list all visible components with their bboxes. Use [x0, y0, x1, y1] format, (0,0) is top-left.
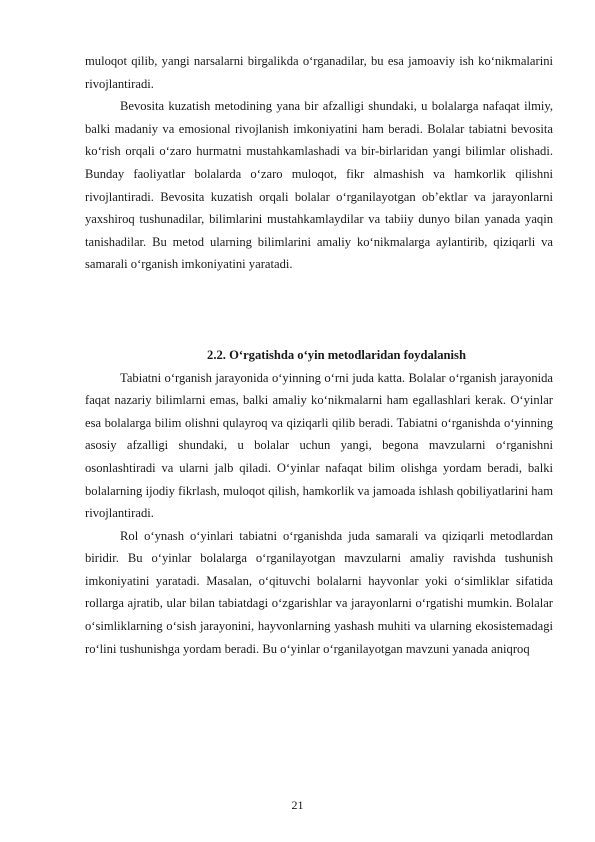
- paragraph-play-methods: Tabiatni o‘rganish jarayonida o‘yinning o‘rni juda katta. Bolalar o‘rganish jarayonida faqat nazariy bilimlarni emas, balki amaliy ko‘nikmalarni ham egallashlari kerak. O‘yinlar esa bolalarga bilim olishni qulayroq va qiziqarli qilib beradi. Tabiatni o‘rganishda o‘yinning asosiy afzalligi shundaki, u bolalar uchun yangi, begona mavzularni o‘rganishni osonlashtiradi va ularni jalb qiladi. O‘yinlar nafaqat bilim olishga yordam beradi, balki bolalarning ijodiy fikrlash, muloqot qilish, hamkorlik va jamoada ishlash qobiliyatlarini ham rivojlantiradi.: [85, 370, 553, 521]
- document-page: [85, 50, 553, 660]
- section-spacer: [85, 276, 553, 344]
- paragraph-continuation: muloqot qilib, yangi narsalarni birgalikda o‘rganadilar, bu esa jamoaviy ish ko‘nikmalarini rivojlantiradi.: [85, 54, 553, 91]
- paragraph-direct-observation: Bevosita kuzatish metodining yana bir afzalligi shundaki, u bolalarga nafaqat ilmiy, balki madaniy va emosional rivojlanish imkoniyatini ham beradi. Bolalar tabiatni bevosita ko‘rish orqali o‘zaro hurmatni mustahkamlashadi va bir-birlaridan yangi bilimlar olishadi. Bunday faoliyatlar bolalarda o‘zaro muloqot, fikr almashish va hamkorlik qilishni rivojlantiradi. Bevosita kuzatish orqali bolalar o‘rganilayotgan ob’ektlar va jarayonlarni yaxshiroq tushunadilar, bilimlarini mustahkamlaydilar va tabiiy dunyo bilan yanada yaqin tanishadilar. Bu metod ularning bilimlarini amaliy ko‘nikmalarga aylantirib, qiziqarli va samarali o‘rganish imkoniyatini yaratadi.: [85, 99, 553, 272]
- page-number: 21: [291, 798, 304, 812]
- paragraph-role-play: Rol o‘ynash o‘yinlari tabiatni o‘rganishda juda samarali va qiziqarli metodlardan biridir. Bu o‘yinlar bolalarga o‘rganilayotgan mavzularni amaliy ravishda tushunish imkoniyatini yaratadi. Masalan, o‘qituvchi bolalarni hayvonlar yoki o‘simliklar sifatida rollarga ajratib, ular bilan tabiatdagi o‘zgarishlar va jarayonlarni o‘rgatishi mumkin. Bolalar o‘simliklarning o‘sish jarayonini, hayvonlarning yashash muhiti va ularning ekosistemadagi ro‘lini tushunishga yordam beradi. Bu o‘yinlar o‘rganilayotgan mavzuni yanada aniqroq: [85, 528, 553, 656]
- section-heading: 2.2. O‘rgatishda o‘yin metodlaridan foydalanish: [207, 347, 466, 362]
